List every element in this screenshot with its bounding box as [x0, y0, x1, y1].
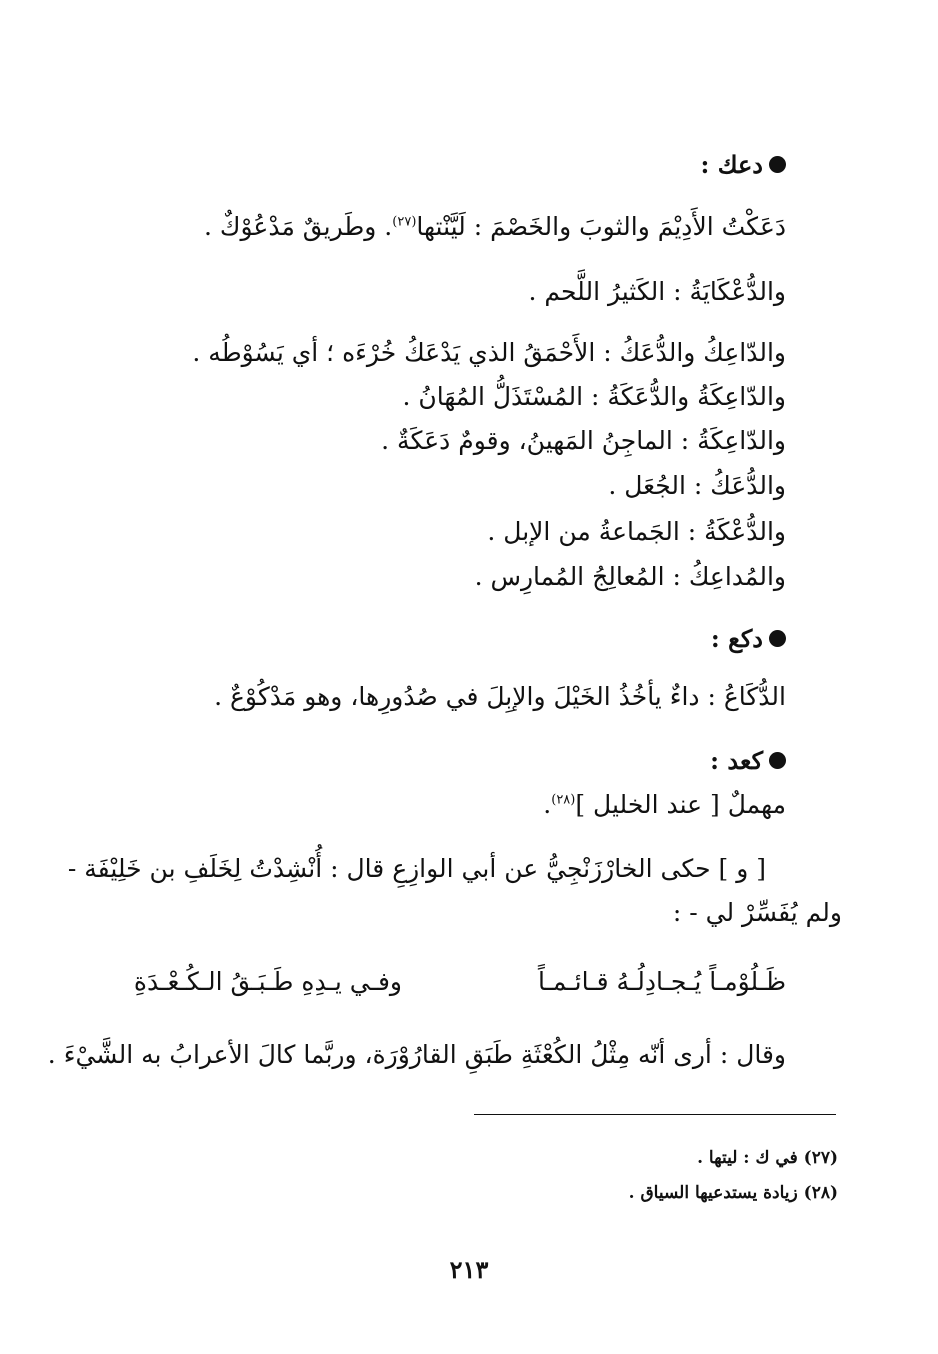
entry-line: الدُّكَاعُ : داءٌ يأخُذُ الخَيْلَ والإبِلَ في صُدُورِها، وهو مَدْكُوْعٌ . — [214, 682, 786, 711]
footnote: (٢٨) زيادة يستدعيها السياق . — [628, 1183, 838, 1203]
entry-line: والدُّعْكَايَةُ : الكَثيرُ اللَّحم . — [528, 277, 786, 306]
entry-text-tail: . وطَريقٌ مَدْعُوْكٌ . — [204, 212, 393, 241]
entry-line: والمُداعِكُ : المُعالِجُ المُمارِس . — [474, 562, 786, 591]
entry-line: والدّاعِكُ والدُّعَكُ : الأَحْمَقُ الذي يَدْعَكُ خُرْءَه ؛ أي يَسُوْطُه . — [192, 338, 786, 367]
page-number: ٢١٣ — [449, 1255, 489, 1284]
bullet-icon — [769, 156, 786, 173]
entry-line: والدّاعِكَةُ والدُّعَكَةُ : المُسْتَذَلُّ المُهَانُ . — [402, 382, 786, 411]
entry-heading-daak — [701, 146, 786, 184]
entry-line: والدُّعْكَةُ : الجَماعةُ من الإبل . — [487, 517, 786, 546]
entry-line — [204, 208, 786, 246]
footnote-marker: (٢٨) — [551, 792, 576, 808]
footnote: (٢٧) في ك : ليتها . — [697, 1148, 838, 1168]
verse-first-hemistich: ظَـلُوْمـاً يُـجـادِلُـهُ قـائـمـاً — [537, 967, 786, 996]
entry-heading-text: كعد : — [710, 746, 763, 775]
entry-heading-text: دعك : — [700, 150, 763, 179]
bullet-icon — [769, 630, 786, 647]
entry-text: مهملٌ [ عند الخليل ] — [575, 790, 786, 819]
entry-line — [543, 786, 786, 824]
verse-second-hemistich: وفـي يـدِهِ طَـبَـقُ الـكُـعْـدَةِ — [133, 967, 402, 996]
entry-text: دَعَكْتُ الأَدِيْمَ والثوبَ والخَصْمَ : لَيَّنْتها — [416, 212, 786, 241]
entry-heading-dakaa — [711, 620, 786, 658]
paragraph-line: [ و ] حكى الخارْزَنْجِيُّ عن أبي الوازِعِ قال : أُنْشِدْتُ لِخَلَفِ بن خَلِيْفَة - — [67, 854, 766, 883]
entry-heading-text: دكع : — [710, 624, 763, 653]
entry-line: وقال : أرى أنّه مِثْلُ الكُعْثَةِ طَبَقِ القارُوْرَة، وربَّما كالَ الأعرابُ به الشَّيْءَ . — [47, 1040, 786, 1069]
entry-line: والدّاعِكَةُ : الماجِنُ المَهينُ، وقومٌ دَعَكَةٌ . — [381, 426, 786, 455]
entry-text-tail: . — [543, 790, 552, 819]
footnote-divider — [474, 1114, 836, 1115]
entry-heading-kaad — [710, 742, 786, 780]
paragraph-line: ولم يُفَسِّرْ لي - : — [672, 898, 842, 927]
entry-line: والدُّعَكُ : الجُعَل . — [608, 471, 786, 500]
bullet-icon — [769, 752, 786, 769]
footnote-marker: (٢٧) — [392, 214, 417, 230]
